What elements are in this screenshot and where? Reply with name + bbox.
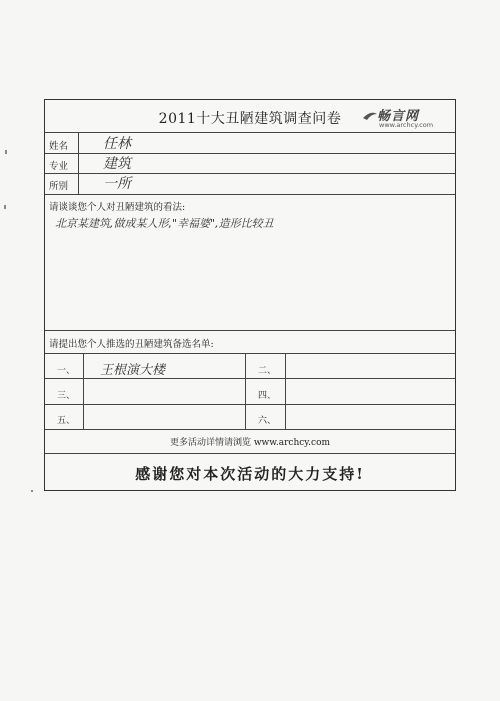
department-label: 所别 bbox=[49, 181, 69, 192]
opinion-answer[interactable]: 北京某建筑,做成某人形,"幸福婆",造形比较丑 bbox=[55, 217, 274, 230]
nomination-prompt: 请提出您个人推选的丑陋建筑备选名单: bbox=[49, 339, 214, 350]
divider bbox=[83, 353, 84, 429]
nomination-num-5: 五、 bbox=[57, 416, 76, 426]
archcy-logo bbox=[361, 104, 441, 130]
nomination-num-6: 六、 bbox=[258, 416, 277, 426]
divider bbox=[45, 353, 455, 354]
divider bbox=[45, 404, 455, 405]
nomination-num-1: 一、 bbox=[57, 366, 76, 376]
footer-link[interactable]: 更多活动详情请浏览 www.archcy.com bbox=[169, 438, 331, 448]
department-value[interactable]: 一所 bbox=[103, 176, 131, 192]
thanks-message: 感谢您对本次活动的大力支持! bbox=[135, 465, 365, 483]
major-value[interactable]: 建筑 bbox=[103, 156, 131, 172]
scan-speck bbox=[4, 205, 6, 209]
nomination-num-4: 四、 bbox=[258, 391, 277, 401]
divider bbox=[285, 353, 286, 429]
logo-url: www.archcy.com bbox=[379, 121, 434, 129]
divider bbox=[45, 378, 455, 379]
name-value[interactable]: 任林 bbox=[103, 136, 131, 152]
divider bbox=[45, 453, 455, 454]
scan-speck bbox=[31, 490, 33, 492]
survey-form bbox=[44, 99, 456, 491]
divider bbox=[45, 194, 455, 195]
scan-speck bbox=[5, 150, 7, 154]
form-title: 2011十大丑陋建筑调查问卷 bbox=[158, 111, 342, 127]
major-label: 专业 bbox=[49, 161, 69, 172]
opinion-prompt: 请谈谈您个人对丑陋建筑的看法: bbox=[49, 202, 186, 213]
name-label: 姓名 bbox=[49, 141, 69, 152]
nomination-num-3: 三、 bbox=[57, 391, 76, 401]
nomination-num-2: 二、 bbox=[258, 366, 277, 376]
nomination-value-1[interactable]: 王根演大楼 bbox=[100, 363, 166, 378]
divider bbox=[245, 353, 246, 429]
divider bbox=[45, 429, 455, 430]
divider bbox=[78, 132, 79, 194]
logo-name: 畅言网 bbox=[377, 109, 420, 124]
divider bbox=[45, 330, 455, 331]
